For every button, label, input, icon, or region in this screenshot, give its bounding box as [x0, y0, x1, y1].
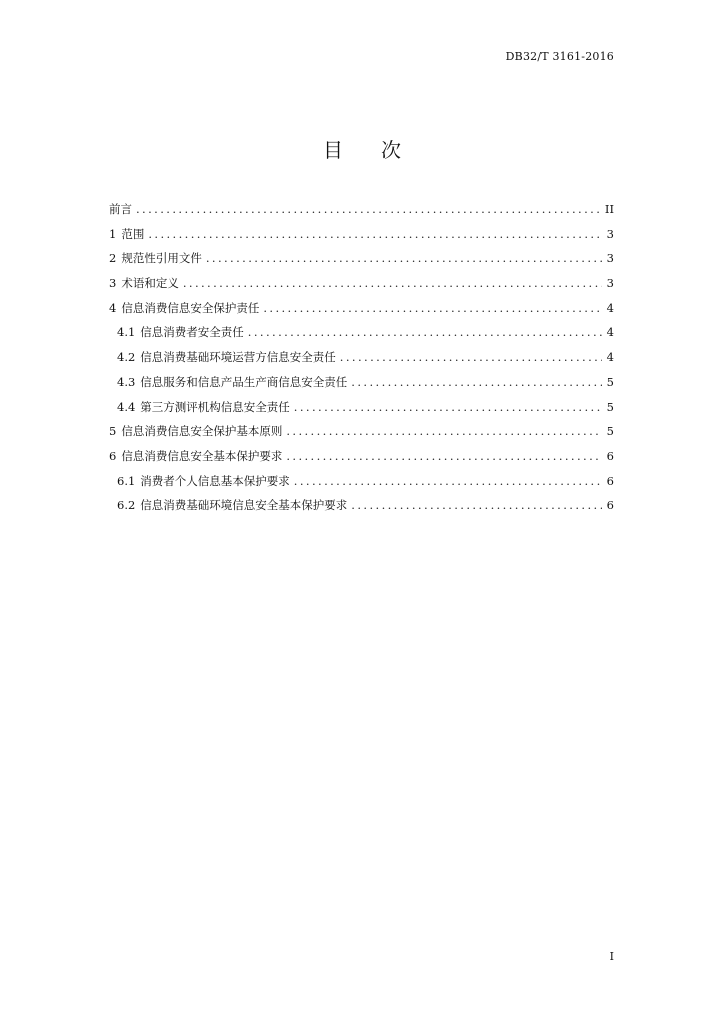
toc-entry[interactable] — [109, 399, 614, 424]
dot-leader — [148, 227, 602, 241]
toc-entry-text: 前言 — [109, 202, 132, 216]
dot-leader — [206, 251, 602, 265]
toc-entry-number: 6.1 — [117, 473, 136, 488]
toc-entry-number: 2 — [109, 251, 117, 266]
toc-entry-number: 4.4 — [117, 399, 136, 414]
dot-leader — [286, 424, 602, 438]
toc-entry-label — [117, 399, 290, 415]
toc-entry-page: 3 — [606, 226, 614, 241]
toc-entry-text: 信息消费信息安全基本保护要求 — [121, 448, 283, 463]
toc-entry[interactable] — [109, 448, 614, 473]
toc-entry-label — [117, 374, 347, 390]
toc-entry-label — [109, 423, 282, 439]
toc-entry-number: 4.1 — [117, 325, 136, 340]
toc-entry-label — [109, 250, 202, 266]
toc-entry[interactable] — [109, 201, 614, 226]
dot-leader — [351, 498, 602, 512]
dot-leader — [351, 375, 602, 389]
toc-entry-page: 5 — [606, 374, 614, 389]
toc-entry-number: 4.3 — [117, 374, 136, 389]
dot-leader — [294, 474, 602, 488]
toc-entry[interactable] — [109, 497, 614, 522]
dot-leader — [340, 350, 602, 364]
dot-leader — [183, 276, 602, 290]
toc-entry-number: 1 — [109, 226, 117, 241]
toc-entry-page: 4 — [606, 300, 614, 315]
toc-entry-number: 6 — [109, 448, 117, 463]
toc-entry[interactable] — [109, 250, 614, 275]
toc-entry-page: 6 — [606, 448, 614, 463]
toc-entry-label — [109, 300, 259, 316]
toc-entry-number: 6.2 — [117, 498, 136, 513]
toc-entry-page: 5 — [606, 424, 614, 439]
toc-entry-text: 规范性引用文件 — [121, 251, 202, 266]
toc-entry-label — [109, 275, 179, 291]
toc-entry[interactable] — [109, 226, 614, 251]
toc-entry-label — [109, 448, 282, 464]
toc-entry-text: 第三方测评机构信息安全责任 — [140, 399, 290, 414]
toc-entry-text: 信息消费基础环境信息安全基本保护要求 — [140, 498, 348, 513]
toc-entry-label — [117, 497, 347, 513]
dot-leader — [136, 202, 601, 216]
toc-entry-page: 6 — [606, 473, 614, 488]
toc-entry-text: 术语和定义 — [121, 276, 179, 291]
toc-entry-page: 4 — [606, 350, 614, 365]
toc-entry-number: 5 — [109, 424, 117, 439]
toc-entry-text: 范围 — [121, 226, 145, 241]
toc-entry-label — [109, 201, 132, 217]
toc-title: 目次 — [323, 138, 439, 162]
toc-entry-text: 信息消费信息安全保护责任 — [121, 300, 260, 315]
toc-entry-text: 信息消费信息安全保护基本原则 — [121, 424, 283, 439]
toc-entry-page: 3 — [606, 251, 614, 266]
dot-leader — [294, 400, 602, 414]
toc-entry[interactable] — [109, 374, 614, 399]
dot-leader — [286, 449, 602, 463]
dot-leader — [263, 301, 602, 315]
toc-entry-number: 4.2 — [117, 350, 136, 365]
toc-entry-page: 4 — [606, 325, 614, 340]
document-code: DB32/T 3161-2016 — [505, 50, 614, 63]
toc-entry[interactable] — [109, 349, 614, 374]
dot-leader — [248, 325, 602, 339]
toc-entry[interactable] — [109, 275, 614, 300]
toc-entry-page: II — [604, 202, 614, 216]
toc-entry[interactable] — [109, 423, 614, 448]
toc-entry[interactable] — [109, 324, 614, 349]
toc-entry-text: 信息消费基础环境运营方信息安全责任 — [140, 350, 336, 365]
toc-entry-page: 5 — [606, 399, 614, 414]
toc-entry[interactable] — [109, 300, 614, 325]
toc-entry-text: 消费者个人信息基本保护要求 — [140, 473, 290, 488]
toc-entry-label — [117, 473, 290, 489]
toc-entry-number: 4 — [109, 300, 117, 315]
toc-entry-label — [117, 349, 336, 365]
table-of-contents — [109, 201, 614, 522]
toc-entry-text: 信息服务和信息产品生产商信息安全责任 — [140, 374, 348, 389]
toc-entry-page: 3 — [606, 276, 614, 291]
toc-entry-number: 3 — [109, 276, 117, 291]
toc-entry-text: 信息消费者安全责任 — [140, 325, 244, 340]
toc-entry-label — [109, 226, 144, 242]
toc-entry[interactable] — [109, 473, 614, 498]
toc-entry-label — [117, 324, 244, 340]
page-number: I — [609, 950, 614, 963]
toc-entry-page: 6 — [606, 498, 614, 513]
